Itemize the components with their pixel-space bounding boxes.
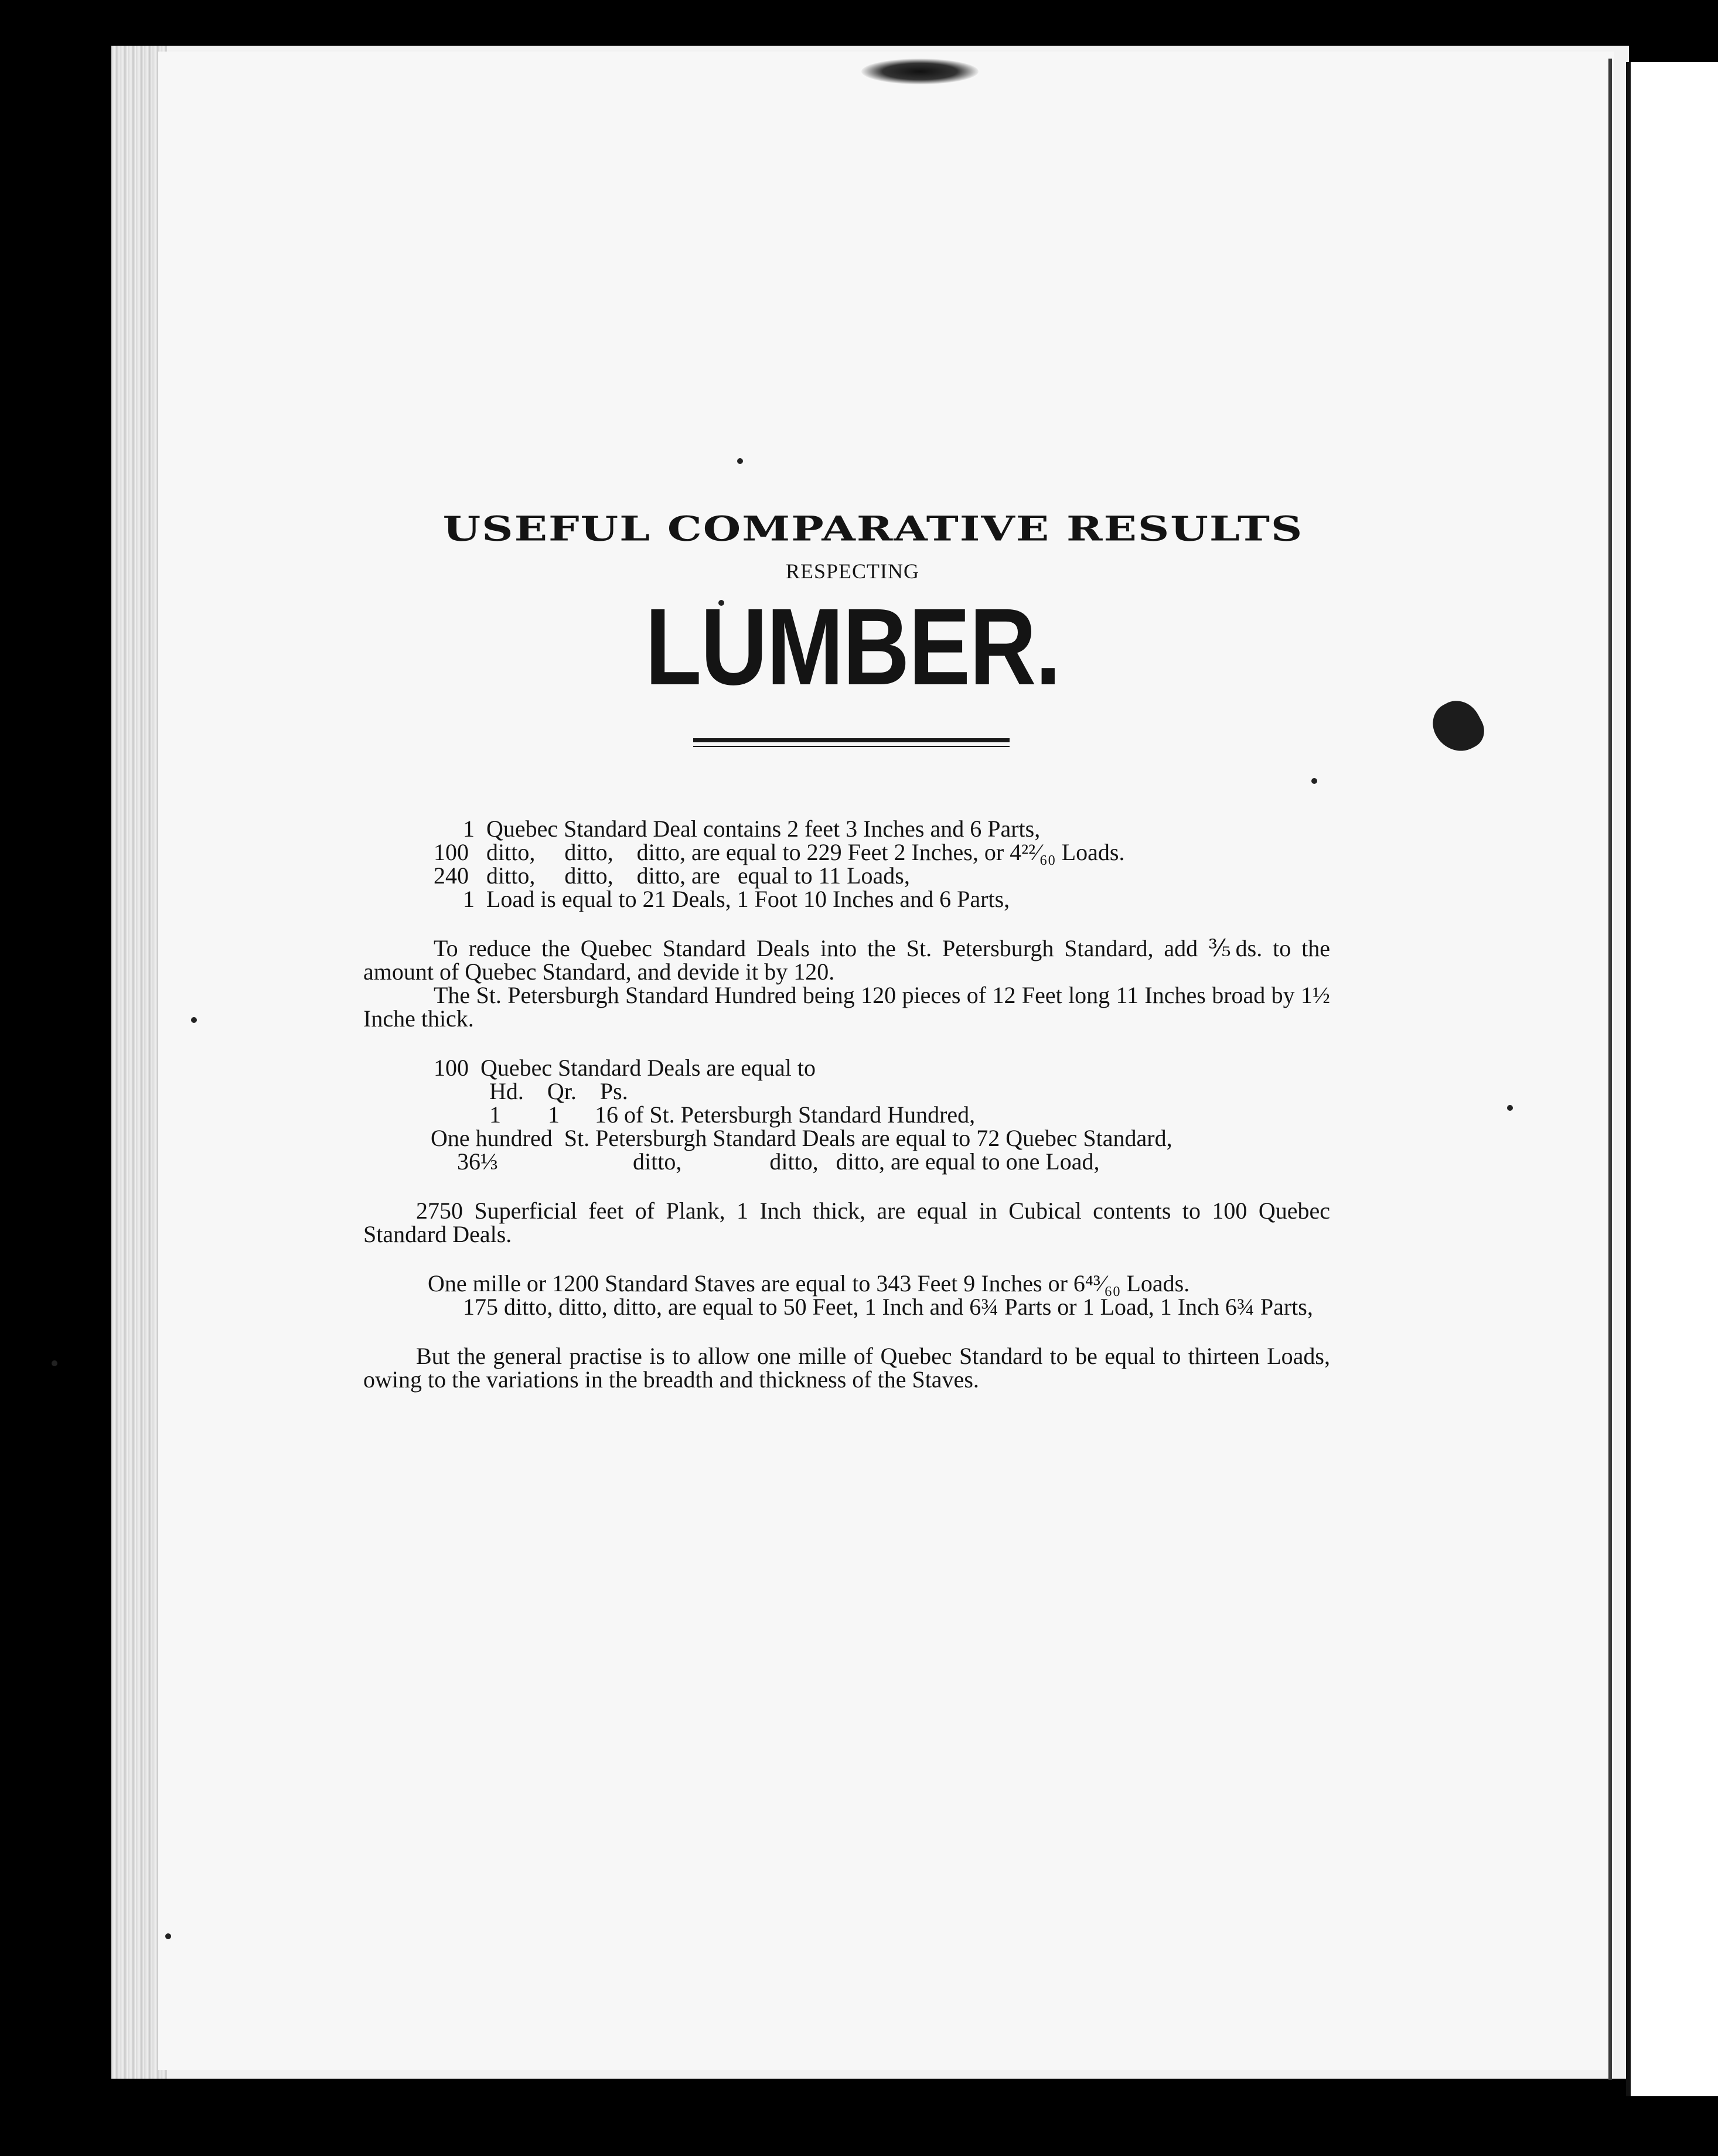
text-line: 36⅓ ditto, ditto, ditto, are equal to one Load,: [457, 1148, 1100, 1175]
text-line: 240 ditto, ditto, ditto, are equal to 11 Loads,: [434, 862, 910, 889]
top-ink-smudge: [861, 59, 979, 84]
text-line: 100 ditto, ditto, ditto, are equal to 229 Feet 2 Inches, or 4²²⁄₆₀ Loads.: [434, 839, 1125, 865]
text-line: Hd. Qr. Ps.: [489, 1078, 628, 1104]
ink-speck: [191, 1017, 197, 1023]
binding-shadow: [1608, 59, 1612, 2080]
title-rule-thin: [693, 746, 1010, 747]
text-line: One mille or 1200 Standard Staves are equal to 343 Feet 9 Inches or 6⁴³⁄₆₀ Loads.: [428, 1270, 1190, 1297]
adjacent-leaf: [1626, 62, 1718, 2096]
document-body: [363, 817, 1330, 1391]
title-rule: [693, 738, 1010, 742]
document-subheading: RESPECTING: [785, 560, 920, 583]
text-line: One hundred St. Petersburgh Standard Deals are equal to 72 Quebec Standard,: [431, 1125, 1172, 1151]
document-content: [363, 492, 1330, 1391]
text-line: 1 1 16 of St. Petersburgh Standard Hundred,: [489, 1101, 976, 1128]
paragraph-plank: 2750 Superficial feet of Plank, 1 Inch thick, are equal in Cubical contents to 100 Quebec Standard Deals.: [363, 1198, 1330, 1247]
text-line: 1 Load is equal to 21 Deals, 1 Foot 10 Inches and 6 Parts,: [463, 886, 1010, 912]
paragraph-reduce: To reduce the Quebec Standard Deals into the St. Petersburgh Standard, add ⅗ds. to the amount of Quebec Standard, and devide it by 120.: [363, 935, 1331, 985]
text-line: 1 Quebec Standard Deal contains 2 feet 3 Inches and 6 Parts,: [463, 816, 1041, 842]
paragraph-staves: 175 ditto, ditto, ditto, are equal to 50 Feet, 1 Inch and 6¾ Parts or 1 Load, 1 Inch 6¾ Parts,: [463, 1294, 1313, 1320]
ink-speck: [737, 458, 743, 464]
ink-speck: [1507, 1105, 1513, 1111]
paragraph-hundred: The St. Petersburgh Standard Hundred being 120 pieces of 12 Feet long 11 Inches broad by 1½ Inche thick.: [363, 982, 1330, 1032]
ink-speck: [165, 1933, 171, 1939]
text-line: 100 Quebec Standard Deals are equal to: [434, 1055, 816, 1081]
ink-speck: [52, 1360, 57, 1366]
document-heading: USEFUL COMPARATIVE RESULTS: [442, 509, 1304, 549]
document-title: LUMBER.: [645, 586, 1061, 708]
paragraph-practise: But the general practise is to allow one mille of Quebec Standard to be equal to thirteen Loads, owing to the variations in the breadth and thickness of the Staves.: [363, 1343, 1330, 1393]
